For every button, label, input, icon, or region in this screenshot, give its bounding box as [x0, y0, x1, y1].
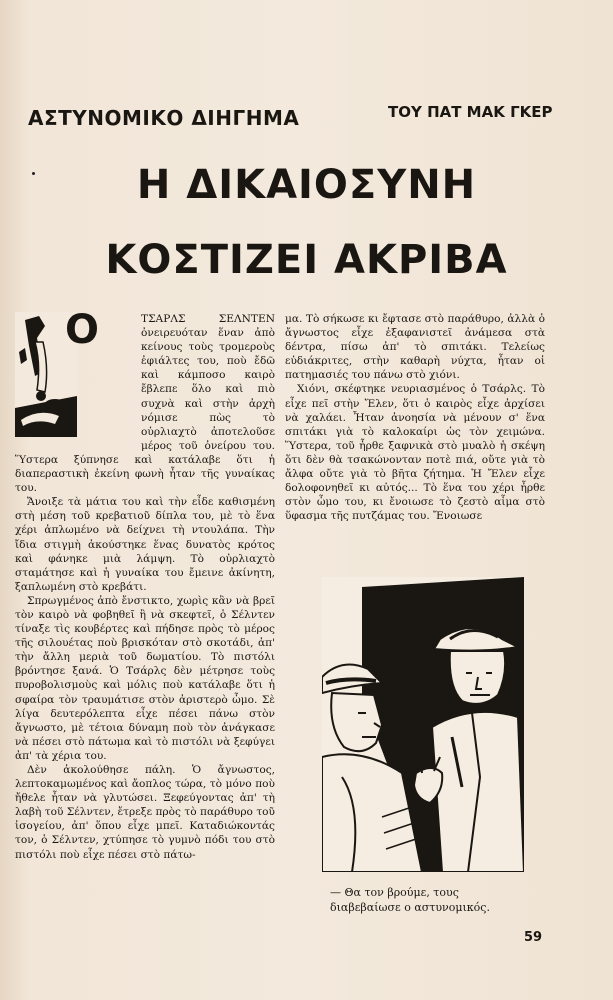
- page-number: 59: [524, 930, 543, 945]
- paragraph-4: Δὲν ἀκολούθησε πάλη. Ὁ ἄγνωστος, λεπτοκαμωμένος καὶ ἄοπλος τώρα, τὸ μόνο ποὺ ἤθελε ἦταν νὰ γλυτώσει. Ξεφεύγοντας ἀπ' τὴ λαβὴ τοῦ Σέλντεν, ἔτρεξε πρὸς τὸ παράθυρο τοῦ ἰσογείου, ἀπ' ὅπου εἶχε μπεῖ. Καταδιώκοντάς τον, ὁ Σέλντεν, χτύπησε τὸ γυμνὸ πόδι του στὸ πιστόλι ποὺ εἶχε πέσει στὸ πάτω-: [15, 764, 275, 861]
- paragraph-5: μα. Τὸ σήκωσε κι ἔφτασε στὸ παράθυρο, ἀλλὰ ὁ ἄγνωστος εἶχε ἐξαφανιστεῖ ἀνάμεσα στὰ δέντρα, πίσω ἀπ' τὸ σπιτάκι. Τελείως εὐδιάκριτες, στὴν καθαρὴ νύχτα, ἦταν οἱ πατημασιές του πάνω στὸ χιόνι.: [285, 313, 545, 382]
- author-byline: ΤΟΥ ΠΑΤ ΜΑΚ ΓΚΕΡ: [388, 103, 553, 121]
- title-line-1: Η ΔΙΚΑΙΟΣΥΝΗ: [136, 162, 477, 208]
- detectives-illustration: [322, 577, 524, 872]
- section-kicker: ΑΣΤΥΝΟΜΙΚΟ ΔΙΗΓΗΜΑ: [28, 106, 300, 130]
- drop-cap: Ο: [65, 307, 100, 353]
- illustration-caption: — Θα τον βρούμε, τους διαβεβαίωσε ο αστυνομικός.: [330, 886, 490, 914]
- drop-cap-block: [15, 307, 135, 440]
- paragraph-2: Ἄνοιξε τὰ μάτια του καὶ τὴν εἶδε καθισμένη στὴ μέση τοῦ κρεβατιοῦ δίπλα του, μὲ τὸ ἕνα χέρι ἁπλωμένο νὰ δείχνει τὴ ντουλάπα. Τὴν ἴδια στιγμὴ ἀκούστηκε ἕνας δυνατὸς κρότος καὶ φάνηκε μιὰ λάμψη. Τὸ οὐρλιαχτὸ σταμάτησε καὶ ἡ γυναίκα του ἔμεινε ἀκίνητη, ξαπλωμένη στὸ κρεβάτι.: [15, 496, 275, 593]
- paragraph-3: Σπρωγμένος ἀπὸ ἔνστικτο, χωρὶς κἂν νὰ βρεῖ τὸν καιρὸ νὰ φοβηθεῖ ἢ νὰ σκεφτεῖ, ὁ Σέλντεν τίναξε τὶς κουβέρτες καὶ πήδησε πρὸς τὸ μέρος τῆς σιλουέτας ποὺ βρισκόταν στὸ σκοτάδι, ἀπ' τὴν ἄλλη μεριὰ τοῦ δωματίου. Τὸ πιστόλι βρόντησε ξανά. Ὁ Τσάρλς δὲν μέτρησε τοὺς πυροβολισμοὺς καὶ μόλις ποὺ κατάλαβε ὅτι ἡ σφαίρα τὸν τραυμάτισε στὸν ἀριστερὸ ὦμο. Σὲ λίγα δευτερόλεπτα εἶχε πέσει πάνω στὸν ἄγνωστο, μὲ τέτοια δύναμη ποὺ τὸν ἀνάγκασε νὰ πέσει στὸ πάτωμα καὶ τὸ πιστόλι νὰ ξεφύγει ἀπ' τὰ χέρια του.: [15, 594, 275, 762]
- paragraph-1: ΤΣΑΡΛΣ ΣΕΛΝΤΕΝ ὀνειρευόταν ἕναν ἀπὸ κείνους τοὺς τρομεροὺς ἐφιάλτες του, ποὺ ἔδῶ καὶ κάμποσο καιρὸ ἔβλεπε ὅλο καὶ πιὸ συχνὰ καὶ στὴν ἀρχὴ νόμισε πὼς τὸ οὐρλιαχτὸ ἀποτελοῦσε μέρος τοῦ ὀνείρου του. Ὕστερα ξύπνησε καὶ κατάλαβε ὅτι ἡ διαπεραστικὴ ἐκείνη φωνὴ ἦταν τῆς γυναίκας του.: [15, 313, 275, 495]
- left-column: [15, 307, 275, 862]
- paragraph-6: Χιόνι, σκέφτηκε νευριασμένος ὁ Τσάρλς. Τὸ εἶχε πεῖ στὴν Ἔλεν, ὅτι ὁ καιρὸς εἶχε ἀρχίσει νὰ χαλάει. Ἦταν ἀνοησία νὰ μένουν σ' ἕνα σπιτάκι γιὰ τὸ καλοκαίρι ὡς τὸν χειμώνα. Ὕστερα, τοῦ ἦρθε ξαφνικὰ στὸ μυαλὸ ἡ σκέψη ὅτι δὲν θὰ τσακώνονταν ποτὲ πιά, οὔτε γιὰ τὸ ἄλφα οὔτε γιὰ τὸ βῆτα ζήτημα. Ἡ Ἔλεν εἶχε δολοφονηθεῖ κι αὐτός... Τὸ ἕνα του χέρι ἦρθε στὸν ὦμο του, κι ἔνοιωσε τὸ ζεστὸ αἷμα στὸ ὕφασμα τῆς πυτζάμας του. Ἔνοιωσε: [285, 383, 545, 523]
- title-line-2: ΚΟΣΤΙΖΕΙ ΑΚΡΙΒΑ: [105, 237, 508, 283]
- right-column: [285, 312, 545, 523]
